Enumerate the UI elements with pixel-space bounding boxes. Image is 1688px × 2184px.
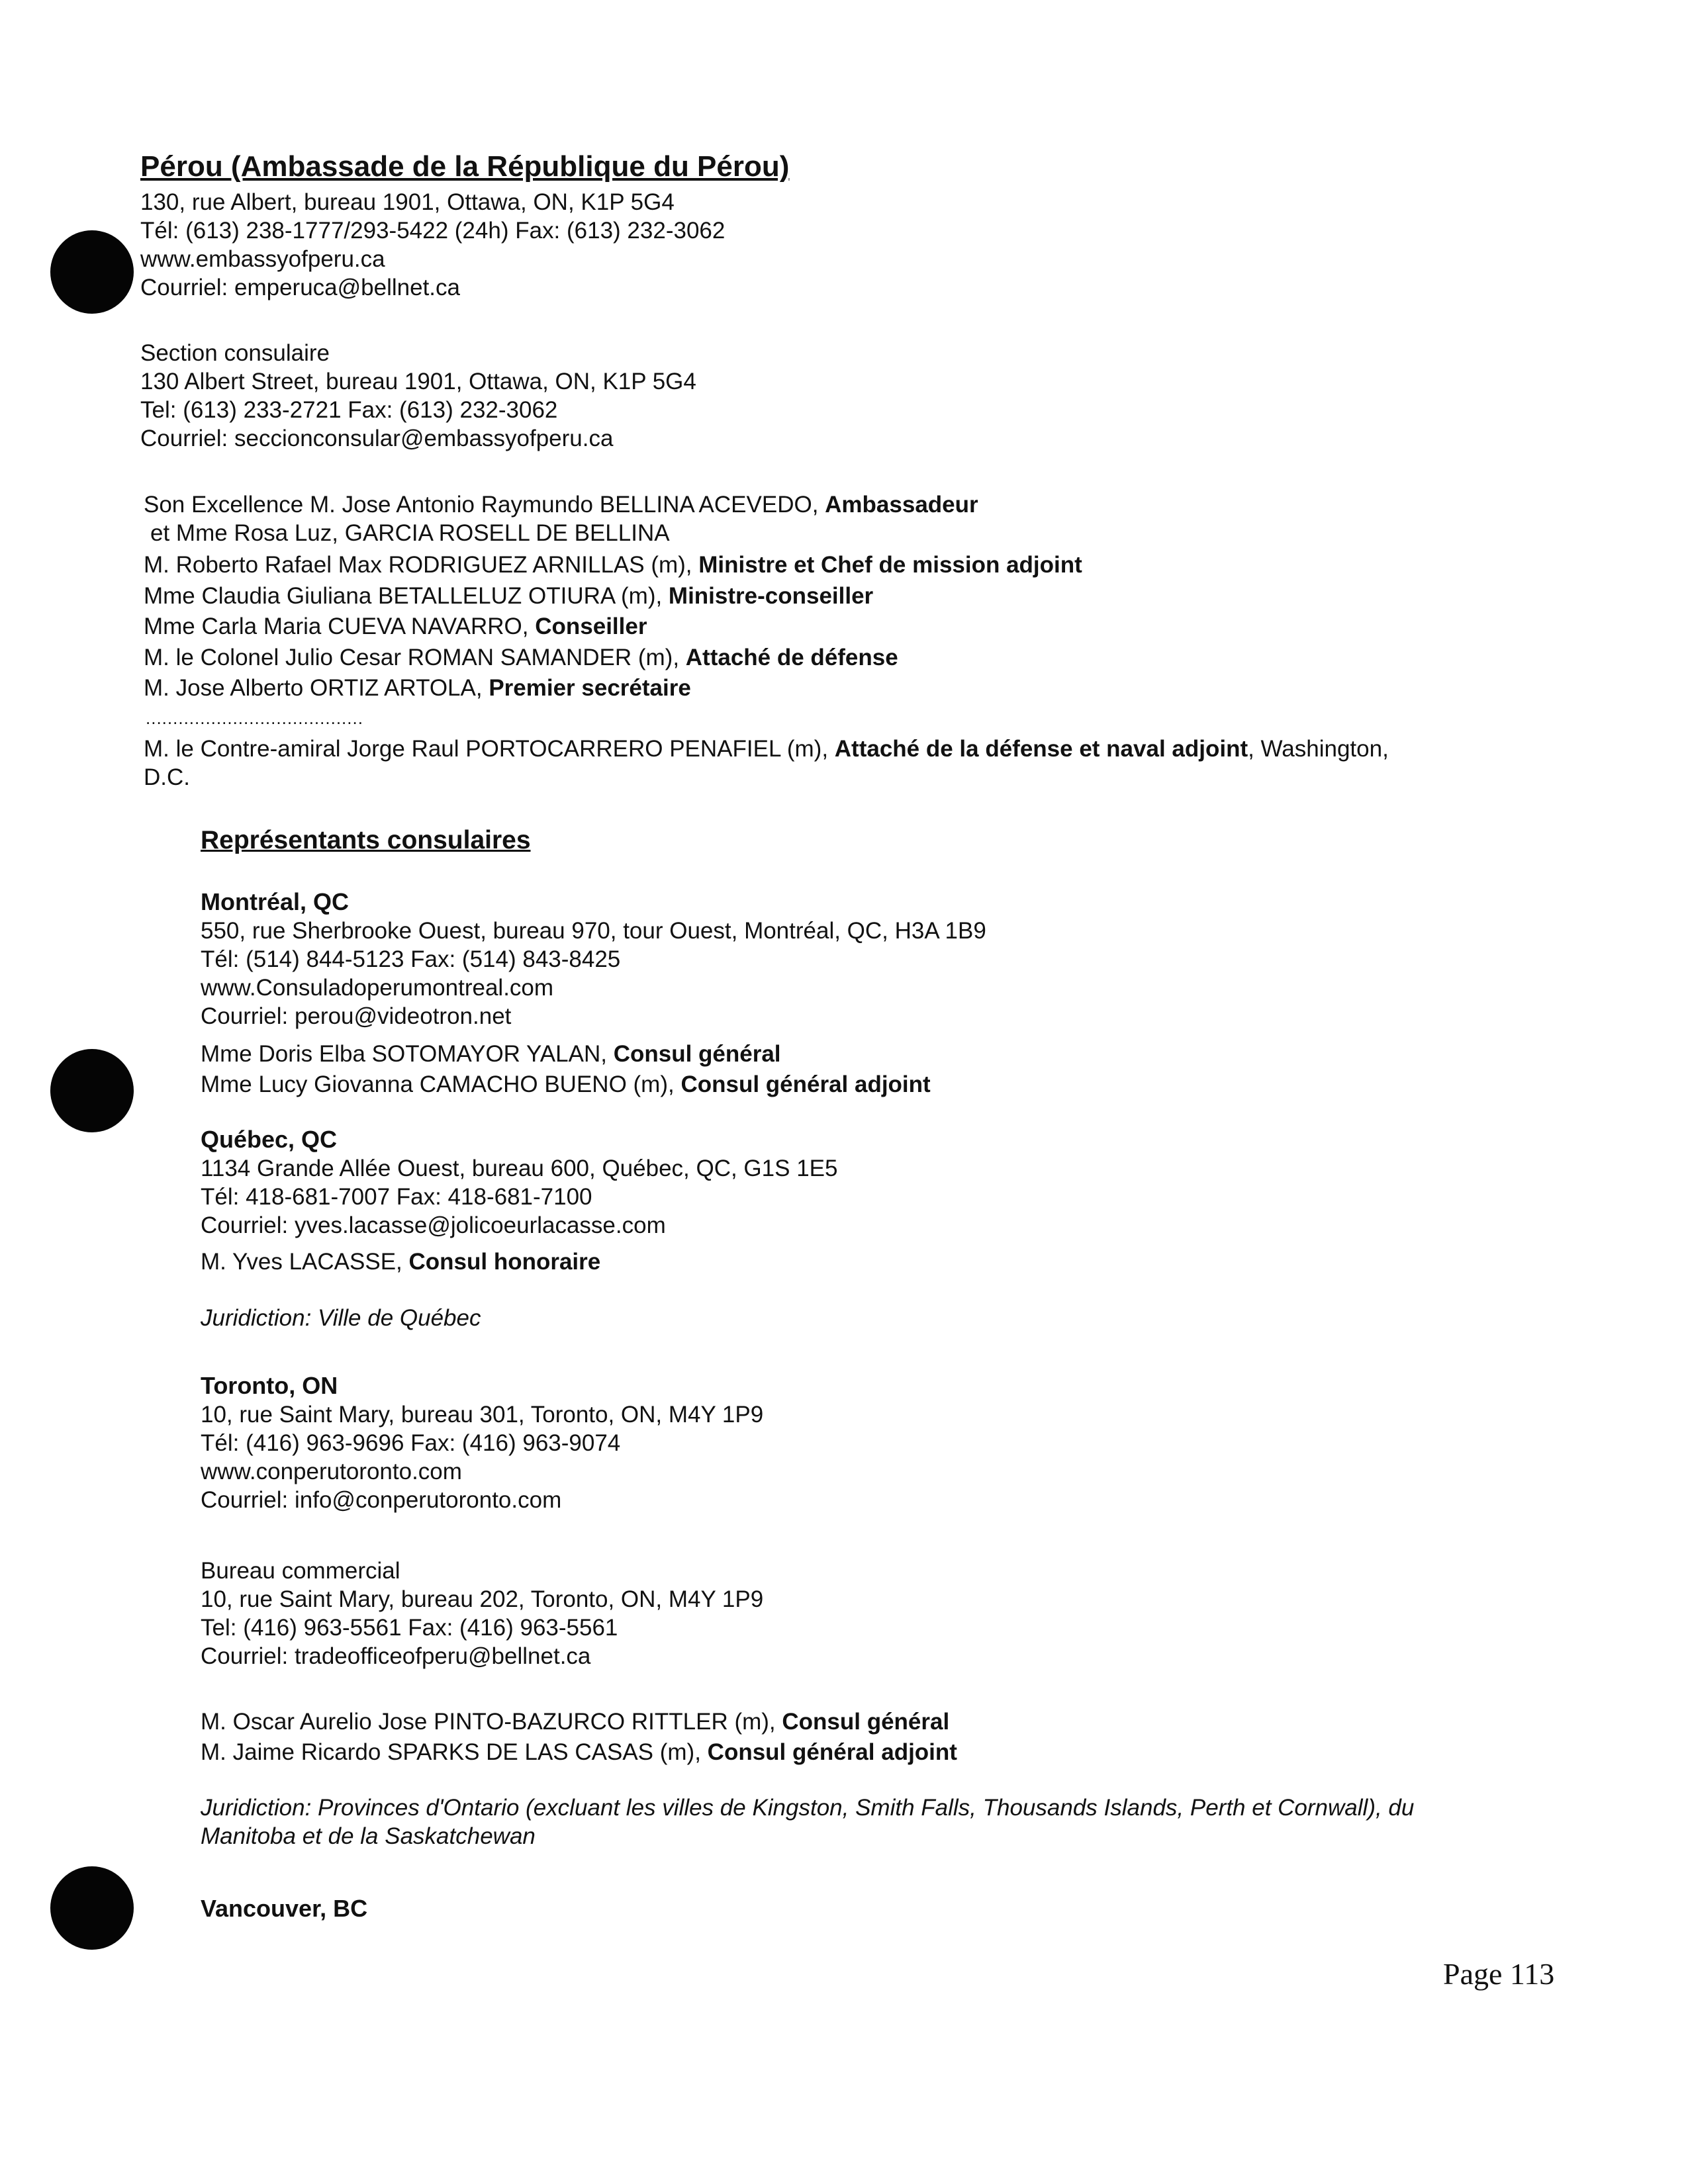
embassy-phone: Tél: (613) 238-1777/293-5422 (24h) Fax: (613) 232-3062 — [140, 218, 726, 244]
staff-name: M. Oscar Aurelio Jose PINTO-BAZURCO RITTLER (m), — [201, 1709, 782, 1735]
staff-entry — [144, 735, 1389, 763]
staff-entry — [144, 643, 1082, 674]
staff-name: M. Yves LACASSE, — [201, 1249, 409, 1275]
consular-section-email: Courriel: seccionconsular@embassyofperu.ca — [140, 426, 614, 451]
consulate-address: 1134 Grande Allée Ouest, bureau 600, Québec, QC, G1S 1E5 — [201, 1156, 838, 1181]
toronto-jurisdiction — [201, 1794, 1414, 1850]
embassy-contact — [140, 188, 725, 302]
staff-title: Consul général adjoint — [707, 1739, 957, 1765]
staff-entry-continuation: D.C. — [144, 764, 190, 790]
consulate-email: Courriel: perou@videotron.net — [201, 1003, 512, 1029]
dotted-separator: ........................................ — [146, 708, 363, 728]
consulate-phone: Tél: (514) 844-5123 Fax: (514) 843-8425 — [201, 946, 621, 972]
staff-entry — [144, 582, 1082, 612]
staff-entry — [144, 612, 1082, 643]
page-number: Page 113 — [1443, 1957, 1555, 1991]
staff-name: Son Excellence M. Jose Antonio Raymundo BELLINA ACEVEDO, — [144, 492, 825, 518]
commercial-office-address: 10, rue Saint Mary, bureau 202, Toronto, ON, M4Y 1P9 — [201, 1586, 764, 1612]
montreal-consulate — [201, 887, 986, 1099]
commercial-office-email: Courriel: tradeofficeofperu@bellnet.ca — [201, 1643, 591, 1669]
staff-title: Ministre et Chef de mission adjoint — [698, 552, 1082, 578]
embassy-website: www.embassyofperu.ca — [140, 246, 385, 272]
staff-name: M. le Colonel Julio Cesar ROMAN SAMANDER (m), — [144, 645, 686, 670]
embassy-address: 130, rue Albert, bureau 1901, Ottawa, ON, K1P 5G4 — [140, 189, 675, 215]
staff-name: Mme Doris Elba SOTOMAYOR YALAN, — [201, 1041, 614, 1067]
staff-name: M. le Contre-amiral Jorge Raul PORTOCARRERO PENAFIEL (m), — [144, 736, 835, 762]
staff-title: Consul honoraire — [408, 1249, 601, 1275]
staff-title: Ministre-conseiller — [668, 583, 874, 609]
staff-title: Consul général — [613, 1041, 781, 1067]
washington-attache — [144, 735, 1389, 792]
consular-section-address: 130 Albert Street, bureau 1901, Ottawa, ON, K1P 5G4 — [140, 369, 696, 394]
city-heading-vancouver: Vancouver, BC — [201, 1895, 368, 1922]
consulate-website: www.Consuladoperumontreal.com — [201, 975, 554, 1001]
consulate-website: www.conperutoronto.com — [201, 1459, 462, 1484]
toronto-consulate — [201, 1371, 763, 1514]
punch-hole-top — [50, 230, 134, 314]
staff-entry — [144, 519, 1082, 551]
staff-title: Consul général adjoint — [680, 1071, 931, 1097]
staff-entry — [201, 1738, 957, 1766]
punch-hole-bottom — [50, 1866, 134, 1950]
consulate-phone: Tél: 418-681-7007 Fax: 418-681-7100 — [201, 1184, 592, 1210]
staff-name: Mme Claudia Giuliana BETALLELUZ OTIURA (m), — [144, 583, 669, 609]
embassy-email: Courriel: emperuca@bellnet.ca — [140, 275, 460, 300]
jurisdiction-note-continuation: Manitoba et de la Saskatchewan — [201, 1823, 536, 1849]
city-heading: Toronto, ON — [201, 1372, 338, 1399]
consular-section — [140, 339, 696, 453]
staff-title: Premier secrétaire — [489, 675, 691, 701]
commercial-office-title: Bureau commercial — [201, 1558, 400, 1584]
staff-location: , Washington, — [1248, 736, 1389, 762]
page-title: Pérou (Ambassade de la République du Pérou) — [140, 150, 790, 183]
consulate-address: 10, rue Saint Mary, bureau 301, Toronto, ON, M4Y 1P9 — [201, 1402, 764, 1428]
staff-name: M. Jaime Ricardo SPARKS DE LAS CASAS (m), — [201, 1739, 708, 1765]
consular-representatives-heading: Représentants consulaires — [201, 826, 531, 854]
staff-title: Conseiller — [535, 614, 647, 639]
toronto-staff-list — [201, 1707, 957, 1766]
staff-entry — [201, 1707, 957, 1738]
staff-entry — [144, 490, 1082, 519]
staff-name: Mme Carla Maria CUEVA NAVARRO, — [144, 614, 536, 639]
staff-title: Ambassadeur — [825, 492, 978, 518]
consulate-phone: Tél: (416) 963-9696 Fax: (416) 963-9074 — [201, 1430, 621, 1456]
city-heading: Montréal, QC — [201, 888, 350, 915]
staff-name: M. Jose Alberto ORTIZ ARTOLA, — [144, 675, 489, 701]
consular-section-phone: Tel: (613) 233-2721 Fax: (613) 232-3062 — [140, 397, 558, 423]
staff-entry — [201, 1070, 986, 1099]
toronto-commercial-office — [201, 1557, 763, 1670]
jurisdiction-note: Juridiction: Provinces d'Ontario (excluant les villes de Kingston, Smith Falls, Thousands Islands, Perth et Cornwall), du — [201, 1795, 1415, 1821]
staff-entry — [144, 674, 1082, 704]
staff-title: Consul général — [782, 1709, 950, 1735]
consulate-address: 550, rue Sherbrooke Ouest, bureau 970, tour Ouest, Montréal, QC, H3A 1B9 — [201, 918, 986, 944]
staff-name: Mme Lucy Giovanna CAMACHO BUENO (m), — [201, 1071, 681, 1097]
embassy-staff-list — [144, 490, 1082, 704]
consulate-email: Courriel: yves.lacasse@jolicoeurlacasse.com — [201, 1212, 666, 1238]
city-heading: Québec, QC — [201, 1126, 338, 1153]
staff-entry — [201, 1040, 986, 1070]
staff-name: et Mme Rosa Luz, GARCIA ROSELL DE BELLINA — [150, 520, 670, 546]
commercial-office-phone: Tel: (416) 963-5561 Fax: (416) 963-5561 — [201, 1615, 618, 1641]
punch-hole-middle — [50, 1049, 134, 1132]
staff-entry — [201, 1248, 837, 1276]
consulate-email: Courriel: info@conperutoronto.com — [201, 1487, 562, 1513]
jurisdiction-note: Juridiction: Ville de Québec — [201, 1305, 481, 1331]
staff-title: Attaché de la défense et naval adjoint — [834, 736, 1248, 762]
staff-title: Attaché de défense — [685, 645, 898, 670]
quebec-consulate — [201, 1125, 837, 1332]
consular-section-title: Section consulaire — [140, 340, 330, 366]
staff-name: M. Roberto Rafael Max RODRIGUEZ ARNILLAS (m), — [144, 552, 699, 578]
staff-entry — [144, 551, 1082, 582]
